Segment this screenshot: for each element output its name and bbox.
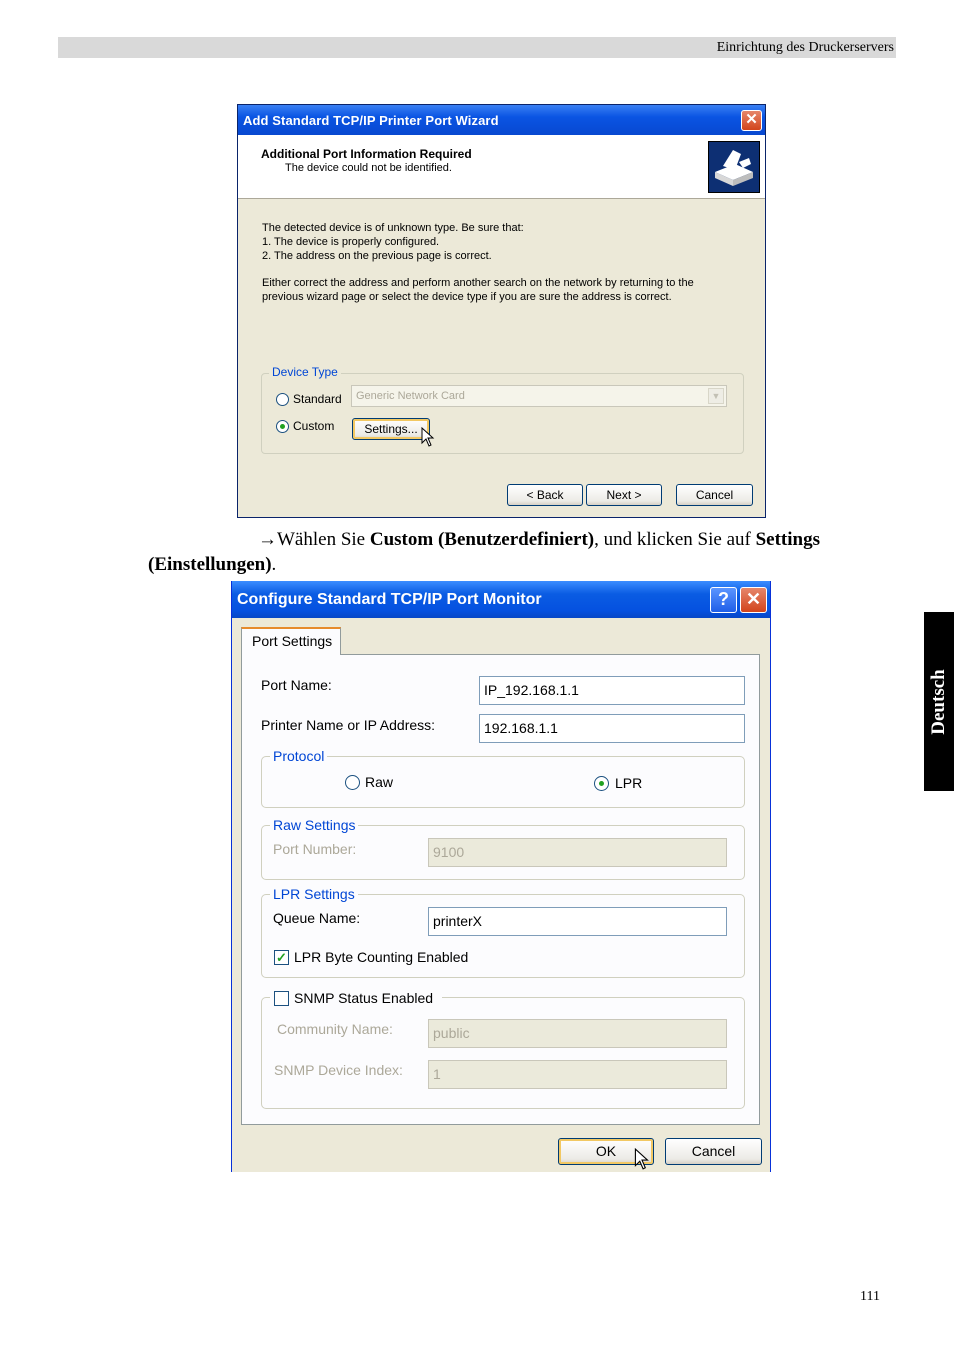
settings-button[interactable]: Settings... [352,418,430,440]
caption-period: . [271,554,277,575]
wizard-header-subtitle: The device could not be identified. [285,162,452,174]
wizard-title: Add Standard TCP/IP Printer Port Wizard [243,113,499,128]
wizard-titlebar [238,105,765,135]
port-monitor-dialog [231,581,771,1172]
caption-text-1: Wählen Sie [277,529,370,550]
raw-settings-legend: Raw Settings [270,817,358,833]
lpr-radio-label[interactable]: LPR [615,775,643,791]
community-name-field[interactable]: public [428,1019,727,1048]
device-type-combo [351,385,727,407]
device-type-legend: Device Type [269,365,341,379]
printer-icon [708,141,760,193]
protocol-group [261,756,745,808]
wizard-header-title: Additional Port Information Required [261,147,472,161]
mouse-cursor-icon [634,1148,650,1170]
wizard-text-line3: 2. The address on the previous page is correct. [262,250,492,262]
lpr-radio[interactable] [594,776,609,791]
chevron-down-icon: ▼ [708,388,724,404]
protocol-legend: Protocol [270,748,327,764]
help-icon[interactable]: ? [710,587,737,613]
ok-button[interactable]: OK [558,1138,654,1165]
close-icon[interactable]: ✕ [741,110,762,131]
standard-radio-label[interactable]: Standard [293,392,342,406]
printer-address-field[interactable]: 192.168.1.1 [479,714,745,743]
close-icon[interactable]: ✕ [740,587,767,613]
port-number-field[interactable]: 9100 [428,838,727,867]
back-button[interactable]: < Back [507,484,583,506]
language-side-tab-label: Deutsch [928,668,949,735]
snmp-group [261,997,745,1109]
port-monitor-titlebar [232,581,770,618]
wizard-text-para2-line1: Either correct the address and perform another search on the network by returning to the [262,277,694,289]
queue-name-field[interactable]: printerX [428,907,727,936]
wizard-header [238,135,765,199]
port-name-field[interactable]: IP_192.168.1.1 [479,676,745,705]
wizard-cancel-button[interactable]: Cancel [676,484,753,506]
standard-radio[interactable] [276,393,289,406]
snmp-status-label[interactable]: SNMP Status Enabled [294,990,434,1006]
community-name-label: Community Name: [277,1021,393,1037]
wizard-text-line1: The detected device is of unknown type. Be sure that: [262,222,524,234]
custom-radio[interactable] [276,420,289,433]
caption-line2 [148,552,276,577]
lpr-byte-counting-label[interactable]: LPR Byte Counting Enabled [294,949,469,965]
snmp-index-label: SNMP Device Index: [274,1062,403,1078]
lpr-settings-legend: LPR Settings [270,886,358,902]
wizard-text-line2: 1. The device is properly configured. [262,236,440,248]
port-monitor-cancel-button[interactable]: Cancel [665,1138,762,1165]
snmp-status-checkbox[interactable] [274,991,289,1006]
queue-name-label: Queue Name: [273,910,361,926]
arrow-icon: → [258,529,277,550]
port-number-label: Port Number: [273,841,357,857]
page-header-title: Einrichtung des Druckerservers [716,40,894,55]
lpr-byte-counting-checkbox[interactable]: ✓ [274,950,289,965]
device-type-combo-value: Generic Network Card [356,390,465,402]
page-number: 111 [860,1289,880,1304]
snmp-index-field[interactable]: 1 [428,1060,727,1089]
custom-radio-label[interactable]: Custom [293,419,335,433]
caption-text-2: , und klicken Sie auf [594,529,756,550]
language-side-tab [924,612,954,791]
tab-port-settings[interactable]: Port Settings [241,627,341,655]
next-button[interactable]: Next > [586,484,662,506]
caption-settings: Settings [755,529,820,550]
add-port-wizard-dialog [237,104,766,518]
mouse-cursor-icon [421,427,435,447]
printer-address-label: Printer Name or IP Address: [261,717,436,733]
caption-custom: Custom (Benutzerdefiniert) [369,529,595,550]
caption-line1 [258,527,820,552]
port-name-label: Port Name: [261,677,332,693]
port-monitor-title: Configure Standard TCP/IP Port Monitor [237,591,542,608]
raw-radio-label[interactable]: Raw [365,774,394,790]
caption-einstellungen: (Einstellungen) [148,554,272,575]
raw-radio[interactable] [345,775,360,790]
wizard-text-para2-line2: previous wizard page or select the device type if you are sure the address is correct. [262,291,672,303]
